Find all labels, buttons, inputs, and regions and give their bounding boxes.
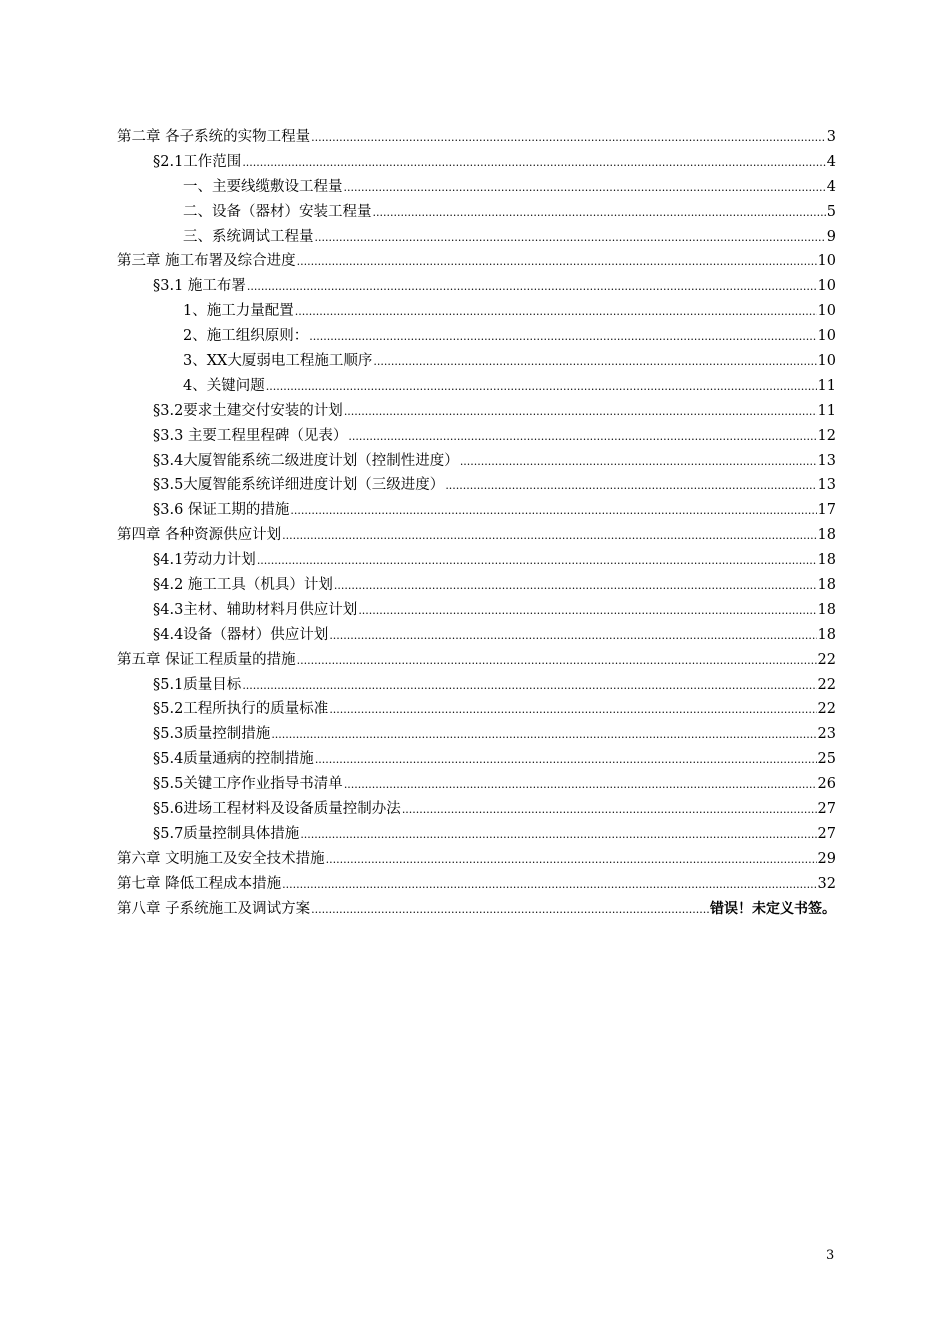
- toc-entry-section-4-2[interactable]: [117, 573, 836, 598]
- dot-leader: [315, 226, 826, 251]
- toc-entry-page: 10: [817, 278, 836, 295]
- toc-entry-page: 9: [826, 228, 836, 245]
- toc-entry-title: §4.4设备（器材）供应计划: [153, 626, 329, 643]
- toc-entry-title: 第二章 各子系统的实物工程量: [117, 129, 311, 145]
- dot-leader: [329, 624, 816, 649]
- toc-entry-title: 3、XX大厦弱电工程施工顺序: [183, 353, 373, 370]
- toc-entry-page: 3: [826, 129, 836, 145]
- dot-leader: [297, 250, 817, 275]
- toc-entry-title: 第六章 文明施工及安全技术措施: [117, 850, 325, 867]
- dot-leader: [247, 275, 817, 300]
- toc-entry-title: 第三章 施工布署及综合进度: [117, 253, 296, 270]
- toc-entry-section-5-7[interactable]: [117, 822, 836, 847]
- toc-entry-page: 11: [817, 377, 836, 394]
- toc-entry-title: §5.2工程所执行的质量标准: [153, 701, 329, 718]
- toc-entry-section-4-3[interactable]: [117, 598, 836, 623]
- toc-entry-page: 13: [817, 452, 836, 469]
- toc-entry-chapter-3[interactable]: [117, 249, 836, 274]
- toc-entry-title: §3.5大厦智能系统详细进度计划（三级进度）: [153, 477, 445, 494]
- dot-leader: [290, 499, 816, 524]
- toc-entry-page-error: 错误！未定义书签。: [710, 900, 836, 917]
- toc-entry-section-5-3[interactable]: [117, 722, 836, 747]
- dot-leader: [271, 723, 816, 748]
- toc-entry-item[interactable]: [117, 349, 836, 374]
- dot-leader: [445, 474, 816, 499]
- dot-leader: [242, 674, 816, 699]
- dot-leader: [460, 450, 817, 475]
- dot-leader: [348, 425, 816, 450]
- toc-entry-page: 25: [817, 751, 836, 768]
- toc-entry-title: 1、施工力量配置: [183, 303, 294, 320]
- toc-entry-page: 22: [817, 676, 836, 693]
- dot-leader: [311, 126, 826, 151]
- dot-leader: [282, 873, 816, 898]
- toc-entry-page: 17: [817, 502, 836, 519]
- dot-leader: [300, 823, 816, 848]
- toc-entry-page: 10: [817, 253, 836, 270]
- toc-entry-page: 29: [817, 850, 836, 867]
- toc-entry-title: 4、关键问题: [183, 377, 265, 394]
- table-of-contents: [117, 125, 836, 922]
- toc-entry-title: 第七章 降低工程成本措施: [117, 875, 282, 892]
- dot-leader: [329, 698, 816, 723]
- toc-entry-chapter-6[interactable]: [117, 847, 836, 872]
- dot-leader: [344, 773, 817, 798]
- toc-entry-page: 22: [817, 651, 836, 668]
- dot-leader: [326, 848, 817, 873]
- toc-entry-page: 27: [817, 825, 836, 842]
- toc-entry-title: §4.2 施工工具（机具）计划: [153, 577, 333, 594]
- toc-entry-item[interactable]: [117, 324, 836, 349]
- toc-entry-section-5-1[interactable]: [117, 673, 836, 698]
- toc-entry-section-3-4[interactable]: [117, 449, 836, 474]
- toc-entry-title: 2、施工组织原则：: [183, 328, 309, 345]
- toc-entry-item[interactable]: [117, 299, 836, 324]
- toc-entry-title: §2.1工作范围: [153, 153, 242, 170]
- toc-entry-title: §5.5关键工序作业指导书清单: [153, 776, 343, 793]
- toc-entry-chapter-4[interactable]: [117, 523, 836, 548]
- toc-entry-page: 32: [817, 875, 836, 892]
- dot-leader: [373, 350, 816, 375]
- toc-entry-title: §5.4质量通病的控制措施: [153, 751, 314, 768]
- toc-entry-page: 13: [817, 477, 836, 494]
- toc-entry-section-3-5[interactable]: [117, 473, 836, 498]
- toc-entry-title: §3.6 保证工期的措施: [153, 502, 290, 519]
- toc-entry-page: 26: [817, 776, 836, 793]
- toc-entry-page: 12: [817, 427, 836, 444]
- toc-entry-title: §3.1 施工布署: [153, 278, 246, 295]
- toc-entry-item[interactable]: [117, 175, 836, 200]
- toc-entry-page: 4: [826, 153, 836, 170]
- dot-leader: [373, 201, 826, 226]
- toc-entry-title: §4.1劳动力计划: [153, 552, 256, 569]
- toc-entry-page: 10: [817, 328, 836, 345]
- toc-entry-page: 18: [817, 601, 836, 618]
- toc-entry-page: 27: [817, 801, 836, 818]
- toc-entry-title: 第八章 子系统施工及调试方案: [117, 900, 311, 917]
- toc-entry-page: 22: [817, 701, 836, 718]
- toc-entry-page: 18: [817, 626, 836, 643]
- toc-entry-section-5-5[interactable]: [117, 772, 836, 797]
- toc-entry-page: 10: [817, 303, 836, 320]
- toc-entry-section-4-4[interactable]: [117, 623, 836, 648]
- toc-entry-section-3-6[interactable]: [117, 498, 836, 523]
- toc-entry-section-3-3[interactable]: [117, 424, 836, 449]
- toc-entry-page: 18: [817, 527, 836, 544]
- toc-entry-title: 一、主要线缆敷设工程量: [183, 178, 343, 195]
- dot-leader: [297, 649, 817, 674]
- toc-entry-chapter-8[interactable]: [117, 897, 836, 922]
- toc-entry-page: 18: [817, 552, 836, 569]
- toc-entry-title: §5.3质量控制措施: [153, 726, 271, 743]
- toc-entry-title: §4.3主材、辅助材料月供应计划: [153, 601, 358, 618]
- toc-entry-page: 4: [826, 178, 836, 195]
- toc-entry-page: 18: [817, 577, 836, 594]
- toc-entry-section-3-1[interactable]: [117, 274, 836, 299]
- dot-leader: [334, 574, 817, 599]
- toc-entry-section-5-2[interactable]: [117, 697, 836, 722]
- dot-leader: [311, 898, 709, 923]
- dot-leader: [282, 524, 816, 549]
- dot-leader: [266, 375, 817, 400]
- toc-entry-page: 5: [826, 203, 836, 220]
- toc-entry-title: §5.6进场工程材料及设备质量控制办法: [153, 801, 401, 818]
- toc-entry-item[interactable]: [117, 225, 836, 250]
- toc-entry-section-2-1[interactable]: [117, 150, 836, 175]
- toc-entry-title: §3.4大厦智能系统二级进度计划（控制性进度）: [153, 452, 459, 469]
- toc-entry-title: §3.2要求土建交付安装的计划: [153, 402, 343, 419]
- toc-entry-item[interactable]: [117, 374, 836, 399]
- toc-entry-title: 第四章 各种资源供应计划: [117, 527, 282, 544]
- toc-entry-item[interactable]: [117, 200, 836, 225]
- toc-entry-title: 二、设备（器材）安装工程量: [183, 203, 372, 220]
- toc-entry-title: 三、系统调试工程量: [183, 228, 314, 245]
- toc-entry-chapter-2[interactable]: [117, 125, 836, 150]
- dot-leader: [257, 549, 817, 574]
- toc-entry-page: 23: [817, 726, 836, 743]
- dot-leader: [358, 599, 816, 624]
- toc-entry-section-4-1[interactable]: [117, 548, 836, 573]
- dot-leader: [295, 300, 817, 325]
- toc-entry-title: §3.3 主要工程里程碑（见表）: [153, 427, 348, 444]
- toc-entry-chapter-7[interactable]: [117, 872, 836, 897]
- dot-leader: [242, 151, 825, 176]
- toc-entry-title: 第五章 保证工程质量的措施: [117, 651, 296, 668]
- dot-leader: [309, 325, 816, 350]
- dot-leader: [344, 400, 817, 425]
- toc-entry-section-5-4[interactable]: [117, 747, 836, 772]
- toc-entry-section-3-2[interactable]: [117, 399, 836, 424]
- toc-entry-chapter-5[interactable]: [117, 648, 836, 673]
- toc-entry-section-5-6[interactable]: [117, 797, 836, 822]
- dot-leader: [344, 176, 826, 201]
- dot-leader: [402, 798, 817, 823]
- toc-entry-title: §5.7质量控制具体措施: [153, 825, 300, 842]
- dot-leader: [315, 748, 817, 773]
- page-number: 3: [826, 1248, 835, 1263]
- toc-entry-page: 10: [817, 353, 836, 370]
- toc-entry-title: §5.1质量目标: [153, 676, 242, 693]
- toc-entry-page: 11: [817, 402, 836, 419]
